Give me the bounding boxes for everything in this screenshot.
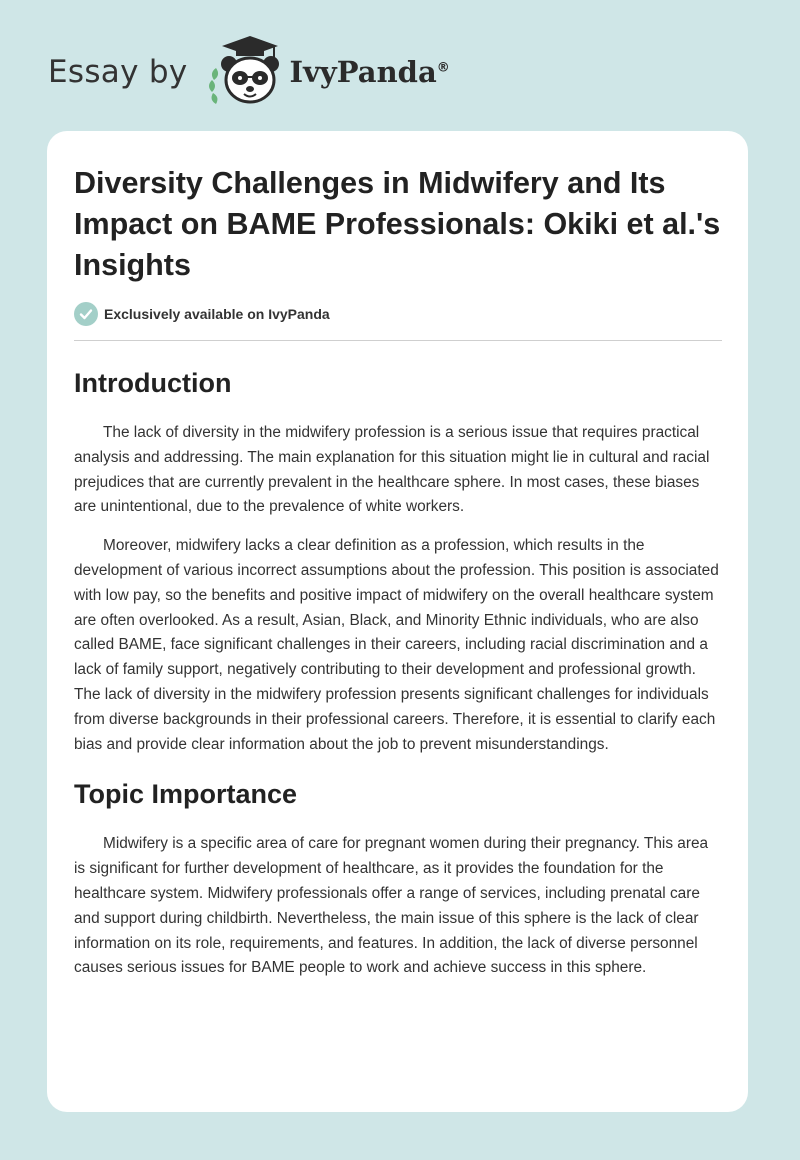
section-heading-topic-importance: Topic Importance — [74, 779, 298, 810]
section-heading-introduction: Introduction — [74, 368, 232, 398]
ivypanda-logo[interactable] — [202, 34, 450, 111]
exclusive-badge — [74, 302, 722, 341]
paragraph: Moreover, midwifery lacks a clear definition as a profession, which results in the development of various incorrect assumptions about the profession. This position is associated with low pay, so the benefits and positive impact of midwifery on the overall healthcare system are often overlooked. As a result, Asian, Black, and Minority Ethnic individuals, who are also called BAME, face significant challenges in their careers, including racial discrimination and a lack of family support, negatively contributing to their development and professional growth. The lack of diversity in the midwifery profession presents significant challenges for individuals from diverse backgrounds in their professional careers. Therefore, it is essential to clarify each bias and provide clear information about the job to prevent misunderstandings. — [74, 537, 719, 753]
essay-card — [47, 131, 748, 1112]
paragraph: Midwifery is a specific area of care for pregnant women during their pregnancy. This area is significant for further development of healthcare, as it provides the foundation for the healthcare system. Midwifery professionals offer a range of services, including prenatal care and support during childbirth. Nevertheless, the main issue of this sphere is the lack of clear information on its role, requirements, and features. In addition, the lack of diverse personnel causes serious issues for BAME people to work and achieve success in this sphere. — [74, 835, 709, 977]
check-circle-icon — [74, 302, 98, 326]
paragraph: The lack of diversity in the midwifery profession is a serious issue that requires practical analysis and addressing. The main explanation for this situation might lie in cultural and racial prejudices that are currently prevalent in the healthcare sphere. In most cases, these biases are unintentional, due to the prevalence of white workers. — [74, 424, 710, 516]
site-header — [48, 36, 450, 108]
essay-by-label: Essay by — [48, 54, 188, 90]
brand-name: IvyPanda® — [289, 55, 450, 89]
essay-title: Diversity Challenges in Midwifery and Its Impact on BAME Professionals: Okiki et al.'s Insights — [74, 166, 721, 282]
registered-mark: ® — [436, 60, 450, 76]
panda-graduate-icon — [202, 34, 284, 111]
exclusive-badge-label: Exclusively available on IvyPanda — [104, 306, 330, 322]
